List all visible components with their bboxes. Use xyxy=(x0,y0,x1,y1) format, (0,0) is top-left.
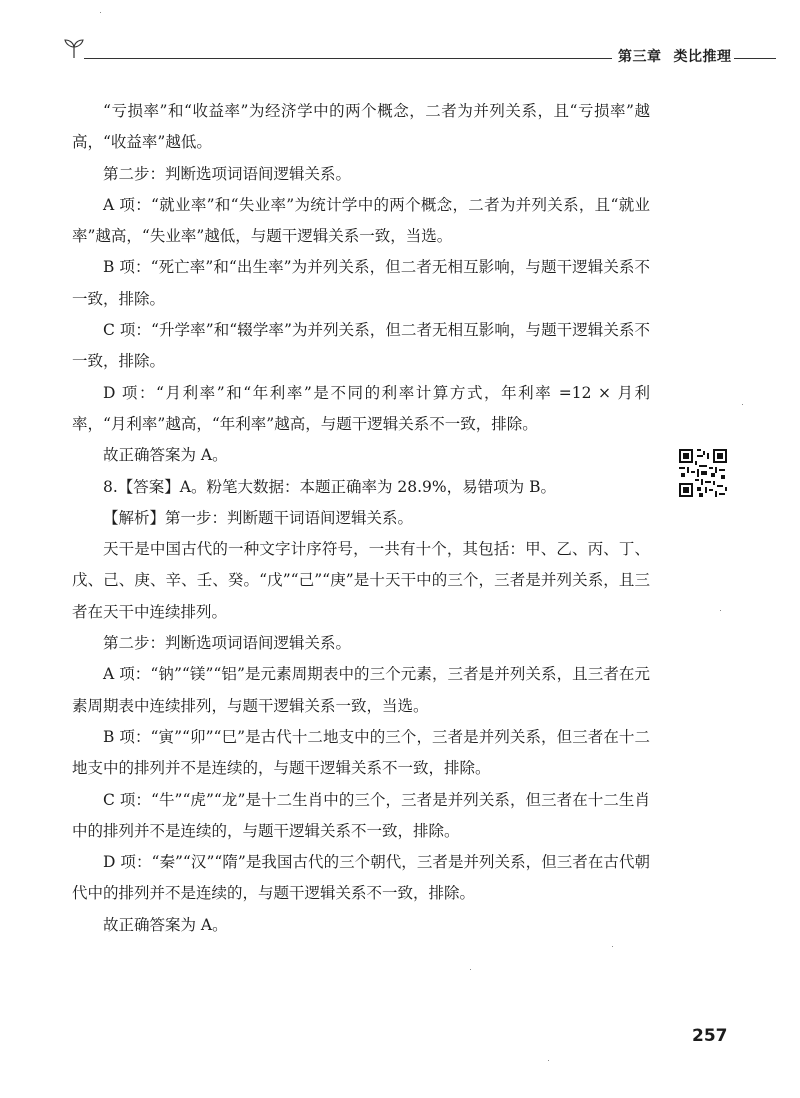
paragraph: 故正确答案为 A。 xyxy=(103,915,228,934)
leaf-icon xyxy=(62,38,86,60)
page-number: 257 xyxy=(692,1026,728,1046)
chapter-title: 类比推理 xyxy=(673,49,732,65)
scan-speck xyxy=(100,12,101,13)
scan-speck xyxy=(470,969,471,970)
paragraph: “亏损率”和“收益率”为经济学中的两个概念，二者为并列关系，且“亏损率”越高，“收益率”越低。 xyxy=(72,102,650,152)
page-body xyxy=(72,96,650,941)
paragraph: C 项：“牛”“虎”“龙”是十二生肖中的三个，三者是并列关系，但三者在十二生肖中的排列并不是连续的，与题干逻辑关系不一致，排除。 xyxy=(72,790,650,840)
paragraph: B 项：“寅”“卯”“巳”是古代十二地支中的三个，三者是并列关系，但三者在十二地支中的排列并不是连续的，与题干逻辑关系不一致，排除。 xyxy=(72,727,650,778)
paragraph: C 项：“升学率”和“辍学率”为并列关系，但二者无相互影响，与题干逻辑关系不一致，排除。 xyxy=(72,321,650,371)
qr-code-icon[interactable] xyxy=(677,447,729,499)
analysis-heading: 【解析】第一步：判断题干词语间逻辑关系。 xyxy=(103,508,414,527)
chapter-heading xyxy=(618,46,732,66)
header-rule-right xyxy=(734,58,776,59)
paragraph: 第二步：判断选项词语间逻辑关系。 xyxy=(103,634,352,653)
scan-speck xyxy=(612,946,613,947)
paragraph: A 项：“钠”“镁”“铝”是元素周期表中的三个元素，三者是并列关系，且三者在元素周期表中连续排列，与题干逻辑关系一致，当选。 xyxy=(72,665,650,715)
answer-line: 8.【答案】A。粉笔大数据：本题正确率为 28.9%，易错项为 B。 xyxy=(103,477,556,496)
chapter-label: 第三章 xyxy=(618,49,662,65)
paragraph: 故正确答案为 A。 xyxy=(103,446,228,465)
paragraph: D 项：“秦”“汉”“隋”是我国古代的三个朝代，三者是并列关系，但三者在古代朝代中的排列并不是连续的，与题干逻辑关系不一致，排除。 xyxy=(72,853,650,903)
scan-speck xyxy=(742,404,743,405)
paragraph: D 项：“月利率”和“年利率”是不同的利率计算方式，年利率 =12 × 月利率，“月利率”越高，“年利率”越高，与题干逻辑关系不一致，排除。 xyxy=(72,383,650,433)
paragraph: B 项：“死亡率”和“出生率”为并列关系，但二者无相互影响，与题干逻辑关系不一致，排除。 xyxy=(72,258,650,308)
header-rule-left xyxy=(84,58,612,59)
paragraph: A 项：“就业率”和“失业率”为统计学中的两个概念，二者为并列关系，且“就业率”越高，“失业率”越低，与题干逻辑关系一致，当选。 xyxy=(72,195,650,246)
running-header xyxy=(62,36,776,66)
paragraph: 天干是中国古代的一种文字计序符号，一共有十个，其包括：甲、乙、丙、丁、戊、己、庚、辛、壬、癸。“戊”“己”“庚”是十天干中的三个，三者是并列关系，且三者在天干中连续排列。 xyxy=(72,540,650,621)
paragraph: 第二步：判断选项词语间逻辑关系。 xyxy=(103,164,352,183)
scan-speck xyxy=(720,610,721,611)
scan-speck xyxy=(548,1060,549,1061)
